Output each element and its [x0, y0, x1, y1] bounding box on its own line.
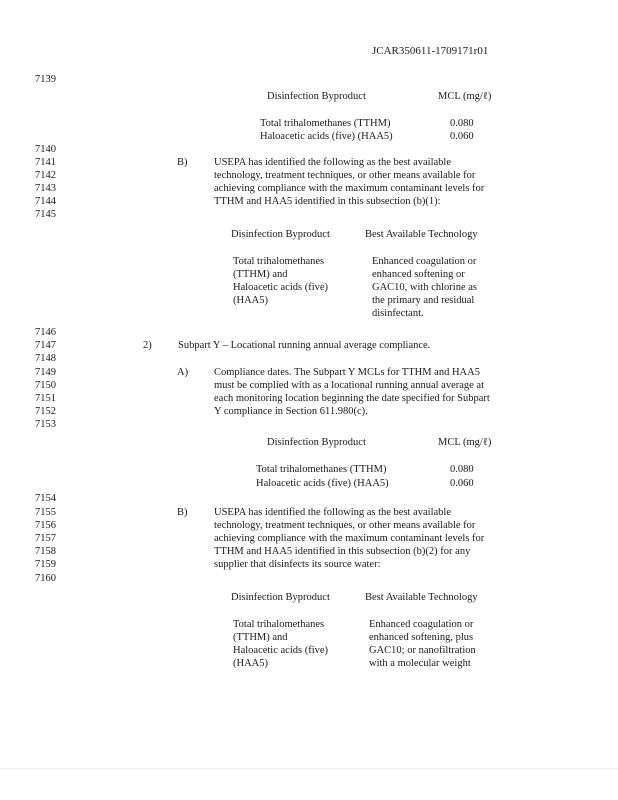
- bat2-right-line: GAC10; or nanofiltration: [369, 645, 476, 656]
- line-number: 7158: [35, 546, 56, 557]
- item-b2-label: B): [177, 507, 188, 518]
- item-b1-text-line: USEPA has identified the following as the best available: [214, 157, 451, 168]
- table2-row-name: Total trihalomethanes (TTHM): [256, 464, 387, 475]
- line-number: 7143: [35, 183, 56, 194]
- table1-row-value: 0.060: [450, 131, 474, 142]
- item-b1-text-line: achieving compliance with the maximum contaminant levels for: [214, 183, 485, 194]
- table1-header-mcl: MCL (mg/ℓ): [438, 91, 492, 102]
- table1-row-name: Haloacetic acids (five) (HAA5): [260, 131, 393, 142]
- item-b2-text-line: technology, treatment techniques, or other means available for: [214, 520, 476, 531]
- bat2-right-line: with a molecular weight: [369, 658, 471, 669]
- line-number: 7157: [35, 533, 56, 544]
- item-b1-label: B): [177, 157, 188, 168]
- item-a-text-line: Compliance dates. The Subpart Y MCLs for TTHM and HAA5: [214, 367, 480, 378]
- item-b2-text-line: USEPA has identified the following as the best available: [214, 507, 451, 518]
- item-b1-text-line: technology, treatment techniques, or other means available for: [214, 170, 476, 181]
- line-number: 7156: [35, 520, 56, 531]
- bat2-header-technology: Best Available Technology: [365, 592, 478, 603]
- bat2-left-line: Haloacetic acids (five): [233, 645, 329, 656]
- item-b2-text-line: TTHM and HAA5 identified in this subsection (b)(2) for any: [214, 546, 471, 557]
- bat2-left-line: Total trihalomethanes: [233, 619, 325, 630]
- table1-row-value: 0.080: [450, 118, 474, 129]
- line-number: 7152: [35, 406, 56, 417]
- bat1-left-line: Total trihalomethanes: [233, 256, 325, 267]
- item-a-text-line: Y compliance in Section 611.980(c).: [214, 406, 368, 417]
- table2-header-byproduct: Disinfection Byproduct: [267, 437, 366, 448]
- bat1-left-line: Haloacetic acids (five): [233, 282, 329, 293]
- line-number: 7145: [35, 209, 56, 220]
- line-number: 7150: [35, 380, 56, 391]
- bat1-left-line: (TTHM) and: [233, 269, 288, 280]
- bat2-header-byproduct: Disinfection Byproduct: [231, 592, 330, 603]
- bat1-left-line: (HAA5): [233, 295, 268, 306]
- item-b2-text-line: achieving compliance with the maximum contaminant levels for: [214, 533, 485, 544]
- item-b2-text-line: supplier that disinfects its source water:: [214, 559, 381, 570]
- document-id-header: JCAR350611-1709171r01: [372, 45, 489, 57]
- bat1-right-line: enhanced softening or: [372, 269, 465, 280]
- bat2-right-line: Enhanced coagulation or: [369, 619, 474, 630]
- table1-header-byproduct: Disinfection Byproduct: [267, 91, 366, 102]
- bat1-right-line: GAC10, with chlorine as: [372, 282, 477, 293]
- table2-header-mcl: MCL (mg/ℓ): [438, 437, 492, 448]
- line-number: 7159: [35, 559, 56, 570]
- line-number: 7147: [35, 340, 56, 351]
- table2-row-name: Haloacetic acids (five) (HAA5): [256, 478, 389, 489]
- item-a-text-line: each monitoring location beginning the date specified for Subpart: [214, 393, 490, 404]
- line-number: 7154: [35, 493, 56, 504]
- line-number: 7155: [35, 507, 56, 518]
- bat2-left-line: (HAA5): [233, 658, 268, 669]
- bat1-right-line: the primary and residual: [372, 295, 475, 306]
- page-bottom-divider: [0, 768, 618, 769]
- line-number: 7141: [35, 157, 56, 168]
- item-b1-text-line: TTHM and HAA5 identified in this subsection (b)(1):: [214, 196, 441, 207]
- table2-row-value: 0.060: [450, 478, 474, 489]
- line-number: 7153: [35, 419, 56, 430]
- bat1-header-byproduct: Disinfection Byproduct: [231, 229, 330, 240]
- item-2-heading: Subpart Y – Locational running annual average compliance.: [178, 340, 431, 351]
- line-number: 7140: [35, 144, 56, 155]
- item-2-label: 2): [143, 340, 152, 351]
- table1-row-name: Total trihalomethanes (TTHM): [260, 118, 391, 129]
- bat1-header-technology: Best Available Technology: [365, 229, 478, 240]
- line-number: 7148: [35, 353, 56, 364]
- bat1-right-line: Enhanced coagulation or: [372, 256, 477, 267]
- bat1-right-line: disinfectant.: [372, 308, 424, 319]
- line-number: 7146: [35, 327, 56, 338]
- item-a-label: A): [177, 367, 189, 378]
- line-number: 7139: [35, 74, 56, 85]
- bat2-right-line: enhanced softening, plus: [369, 632, 474, 643]
- bat2-left-line: (TTHM) and: [233, 632, 288, 643]
- line-number: 7149: [35, 367, 56, 378]
- line-number: 7142: [35, 170, 56, 181]
- item-a-text-line: must be complied with as a locational running annual average at: [214, 380, 484, 391]
- line-number: 7151: [35, 393, 56, 404]
- line-number: 7160: [35, 573, 56, 584]
- table2-row-value: 0.080: [450, 464, 474, 475]
- line-number: 7144: [35, 196, 56, 207]
